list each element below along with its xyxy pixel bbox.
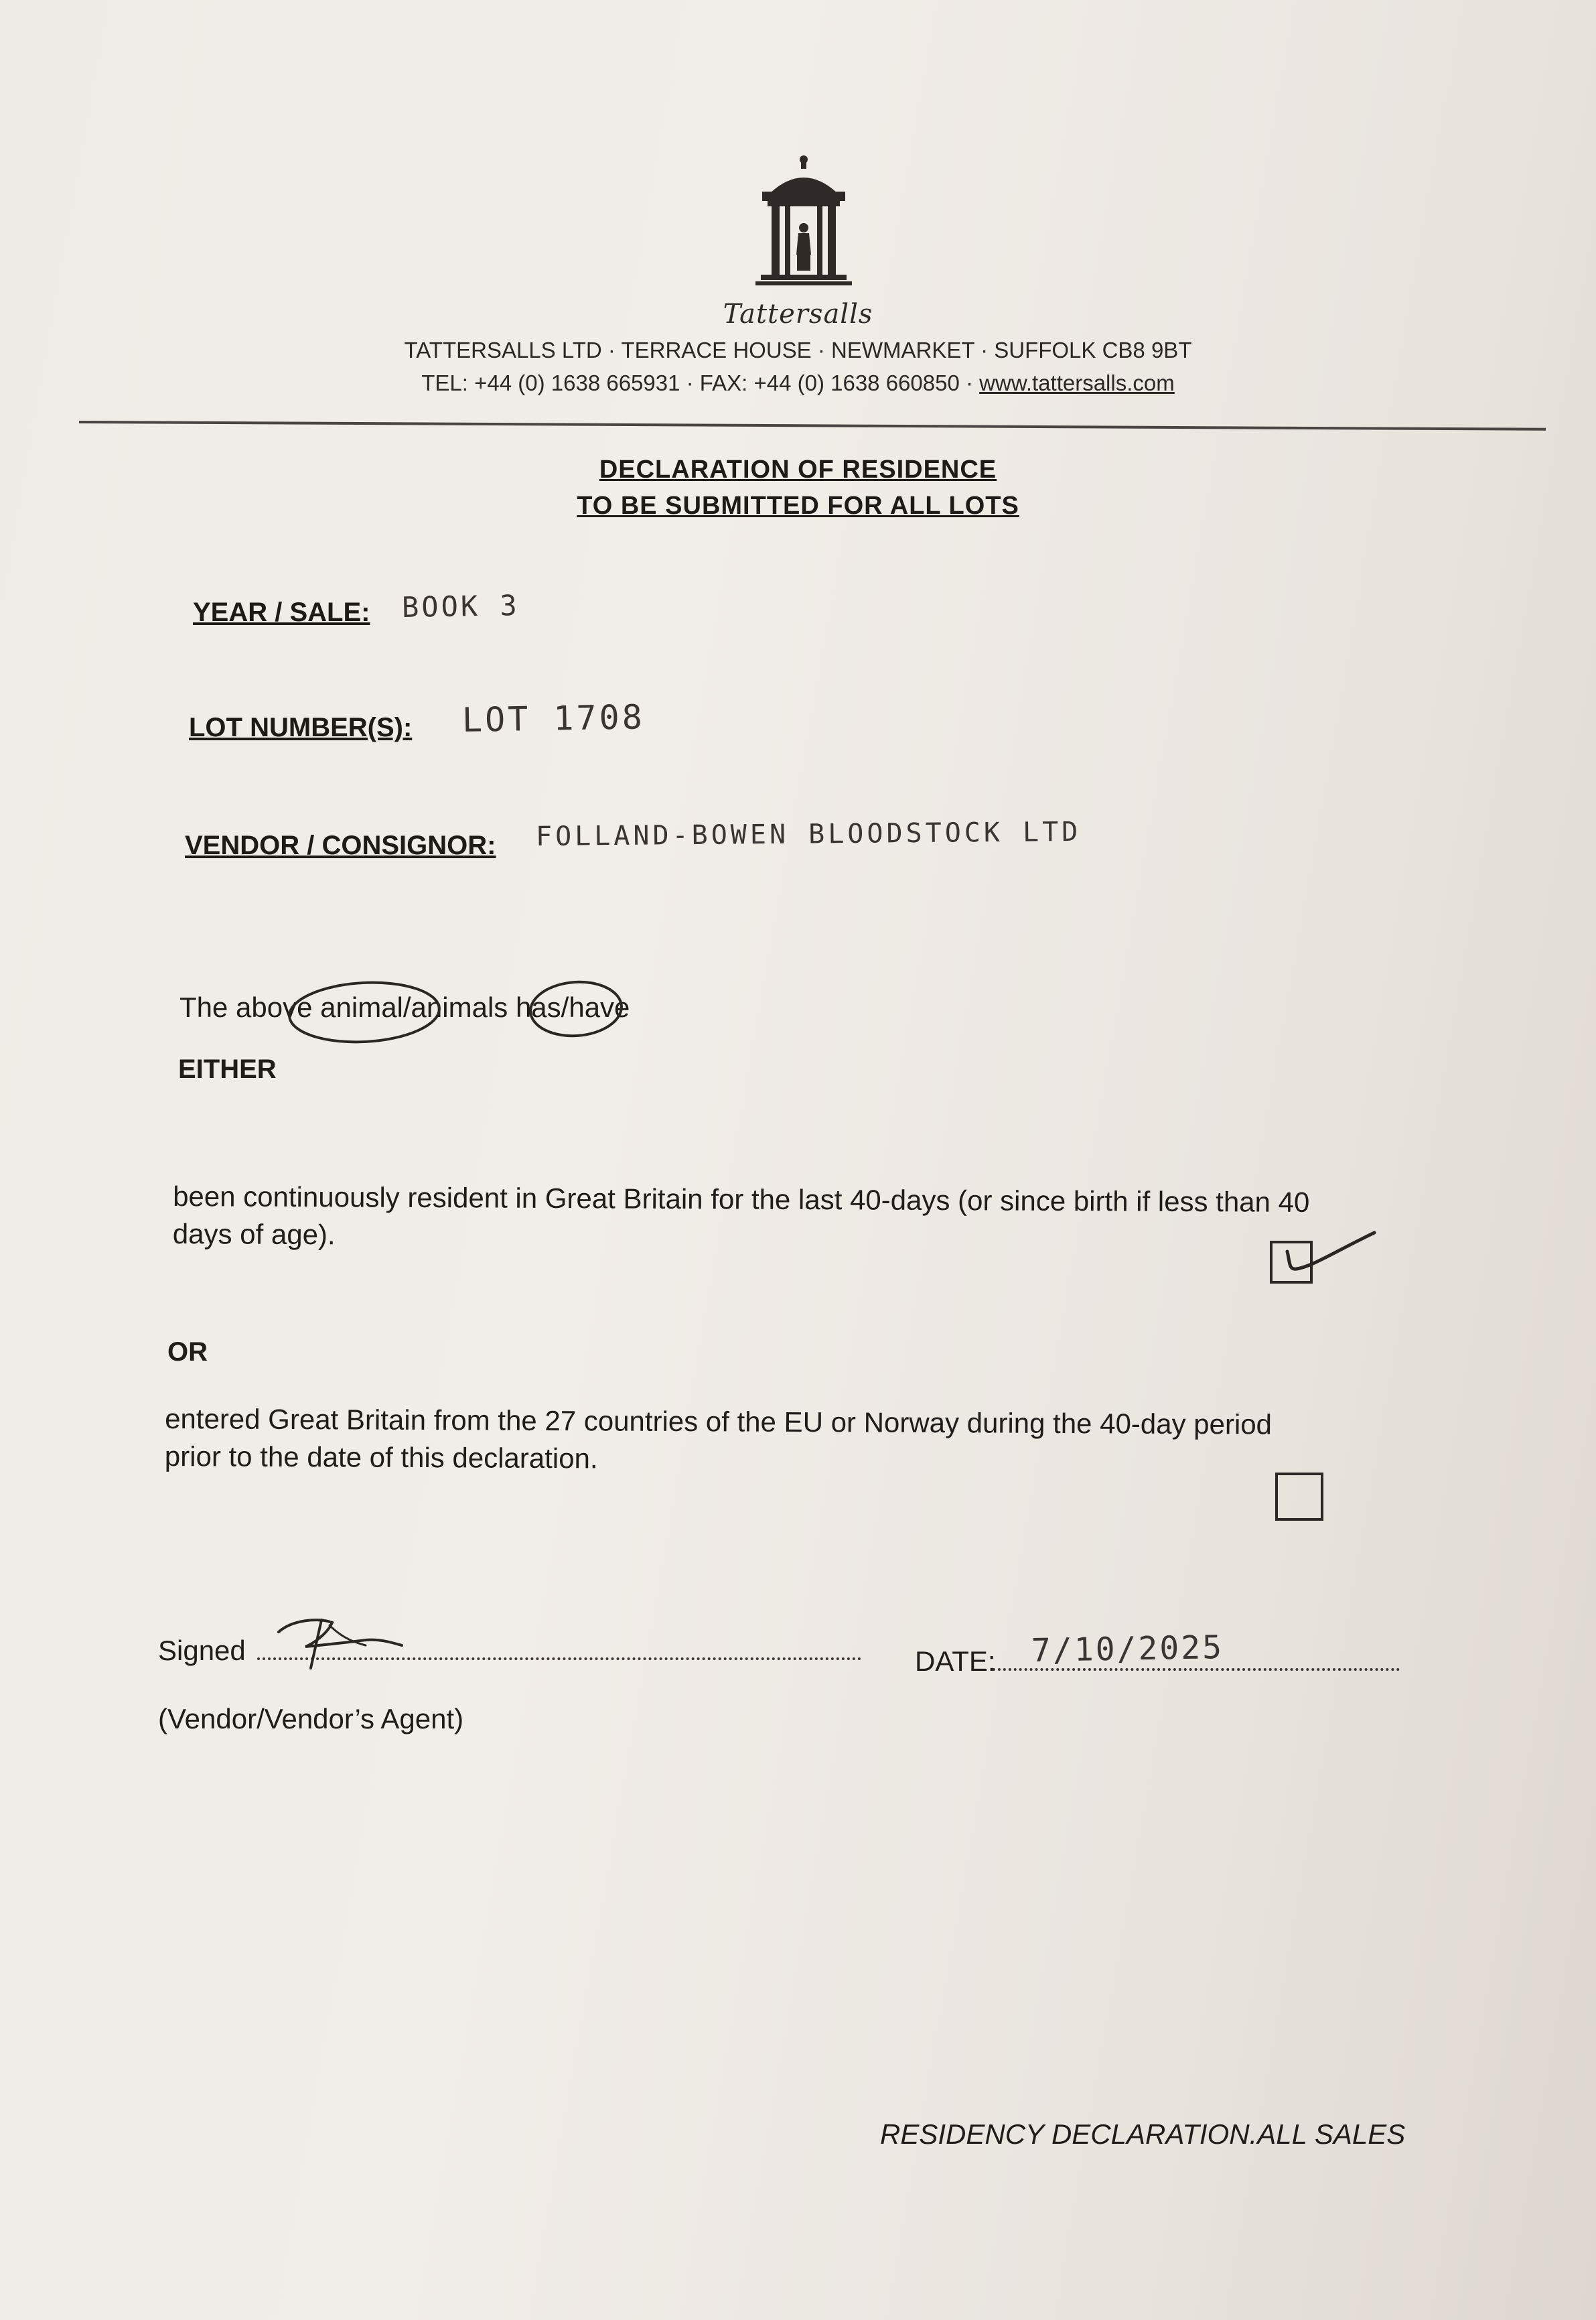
signed-label: Signed (158, 1635, 246, 1666)
statement-prefix: The above (179, 992, 313, 1023)
signer-role: (Vendor/Vendor’s Agent) (158, 1703, 464, 1734)
header-divider (79, 421, 1546, 431)
option1-line1: been continuously resident in Great Britain for the last 40-days (or since birth if less than 40 (173, 1180, 1310, 1218)
either-label: EITHER (178, 1054, 277, 1084)
option-has-have[interactable]: has/have (508, 992, 630, 1023)
option2-line2: prior to the date of this declaration. (164, 1440, 598, 1475)
or-label: OR (167, 1337, 208, 1367)
handwritten-circles (281, 965, 683, 1059)
form-title: DECLARATION OF RESIDENCE (599, 456, 997, 484)
company-address: TATTERSALLS LTD · TERRACE HOUSE · NEWMARKET · SUFFOLK CB8 9BT (404, 338, 1192, 362)
phone-fax: TEL: +44 (0) 1638 665931 · FAX: +44 (0) 1638 660850 · (421, 370, 980, 395)
vendor-consignor-value[interactable]: FOLLAND-BOWEN BLOODSTOCK LTD (535, 816, 1082, 852)
date-value[interactable]: 7/10/2025 (1031, 1628, 1224, 1669)
form-subtitle: TO BE SUBMITTED FOR ALL LOTS (577, 492, 1019, 520)
option1-line2: days of age). (172, 1218, 336, 1251)
option2-checkbox[interactable] (1275, 1473, 1323, 1521)
vendor-consignor-label: VENDOR / CONSIGNOR: (185, 831, 496, 860)
lot-number-label: LOT NUMBER(S): (189, 713, 413, 742)
tattersalls-logo-icon (730, 154, 877, 301)
website-link[interactable]: www.tattersalls.com (979, 370, 1175, 395)
date-label: DATE: (915, 1645, 996, 1677)
company-contact (0, 370, 1596, 396)
year-sale-value[interactable]: BOOK 3 (401, 588, 520, 624)
option-animal-animals[interactable]: animal/animals (312, 992, 508, 1023)
year-sale-label: YEAR / SALE: (193, 598, 370, 627)
form-footer: RESIDENCY DECLARATION.ALL SALES (880, 2118, 1406, 2150)
checkmark-icon (1273, 1223, 1380, 1290)
option2-line1: entered Great Britain from the 27 countries of the EU or Norway during the 40-day period (165, 1403, 1273, 1440)
signature-scribble-icon (265, 1608, 413, 1675)
lot-number-value[interactable]: LOT 1708 (461, 697, 646, 740)
brand-name: Tattersalls (723, 299, 873, 330)
option2-text (165, 1400, 1272, 1481)
option1-text (173, 1178, 1310, 1259)
